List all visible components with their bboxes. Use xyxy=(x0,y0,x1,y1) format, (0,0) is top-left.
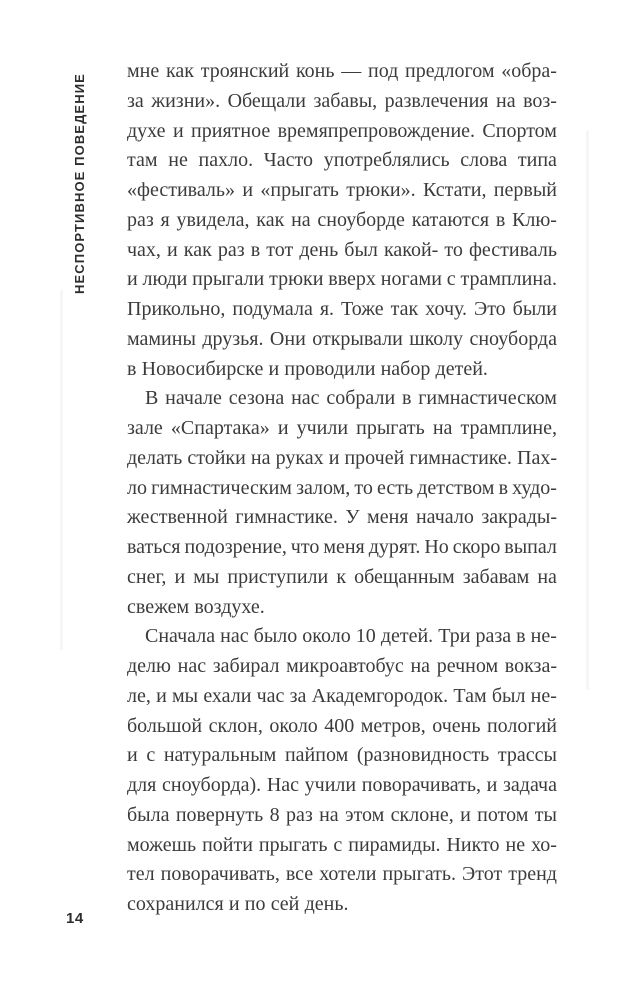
text-line: «фестиваль» и «прыгать трюки». Кстати, первый xyxy=(127,179,557,201)
text-line: раз я увидела, как на сноуборде катаются в Клю- xyxy=(127,208,557,231)
text-line: чах, и как раз в тот день был какой- то фестиваль xyxy=(127,238,557,261)
text-line: сохранился и по сей день. xyxy=(127,893,349,915)
text-line: можешь пойти прыгать с пирамиды. Никто не хо- xyxy=(127,833,557,856)
text-line: и люди прыгали трюки вверх ногами с трамплина. xyxy=(127,268,557,291)
text-line: зале «Спартака» и учили прыгать на трамплине, xyxy=(127,417,557,439)
text-line: была повернуть 8 раз на этом склоне, и потом ты xyxy=(127,803,557,826)
text-line: мамины друзья. Они открывали школу сноуборда xyxy=(127,327,557,350)
text-line: тел поворачивать, все хотели прыгать. Этот тренд xyxy=(127,863,557,886)
text-line: за жизни». Обещали забавы, развлечения на воз- xyxy=(127,89,557,112)
text-line: для сноуборда). Нас учили поворачивать, и задача xyxy=(127,774,557,796)
text-line: Прикольно, подумала я. Тоже так хочу. Это были xyxy=(127,298,557,320)
text-line: большой склон, около 400 метров, очень пологий xyxy=(127,714,557,737)
body-text xyxy=(127,57,557,920)
text-line: в Новосибирске и проводили набор детей. xyxy=(127,357,488,380)
text-line: ло гимнастическим залом, то есть детством в худо- xyxy=(127,476,557,499)
text-line: снег, и мы приступили к обещанным забавам на xyxy=(127,565,557,588)
text-line: делю нас забирал микроавтобус на речном вокза- xyxy=(127,655,557,677)
text-line: духе и приятное времяпрепровождение. Спортом xyxy=(127,119,557,142)
text-line: В начале сезона нас собрали в гимнастическом xyxy=(145,387,557,410)
text-line: ваться подозрение, что меня дурят. Но скоро выпал xyxy=(127,536,557,558)
text-line: ле, и мы ехали час за Академгородок. Там был не- xyxy=(127,684,557,707)
text-line: и с натуральным пайпом (разновидность трассы xyxy=(127,744,557,767)
text-line: там не пахло. Часто употреблялись слова типа xyxy=(127,149,557,172)
text-line: мне как троянский конь — под предлогом «обра- xyxy=(127,60,557,82)
running-header: НЕСПОРТИВНОЕ ПОВЕДЕНИЕ xyxy=(72,73,87,294)
page-number: 14 xyxy=(66,910,84,927)
text-line: свежем воздухе. xyxy=(127,595,265,618)
scan-artifact xyxy=(60,290,63,650)
text-line: Сначала нас было около 10 детей. Три раза в не- xyxy=(145,625,557,648)
scan-artifact xyxy=(586,130,589,690)
text-line: делать стойки на руках и прочей гимнастике. Пах- xyxy=(127,446,557,469)
text-line: жественной гимнастике. У меня начало закрады- xyxy=(127,506,557,529)
